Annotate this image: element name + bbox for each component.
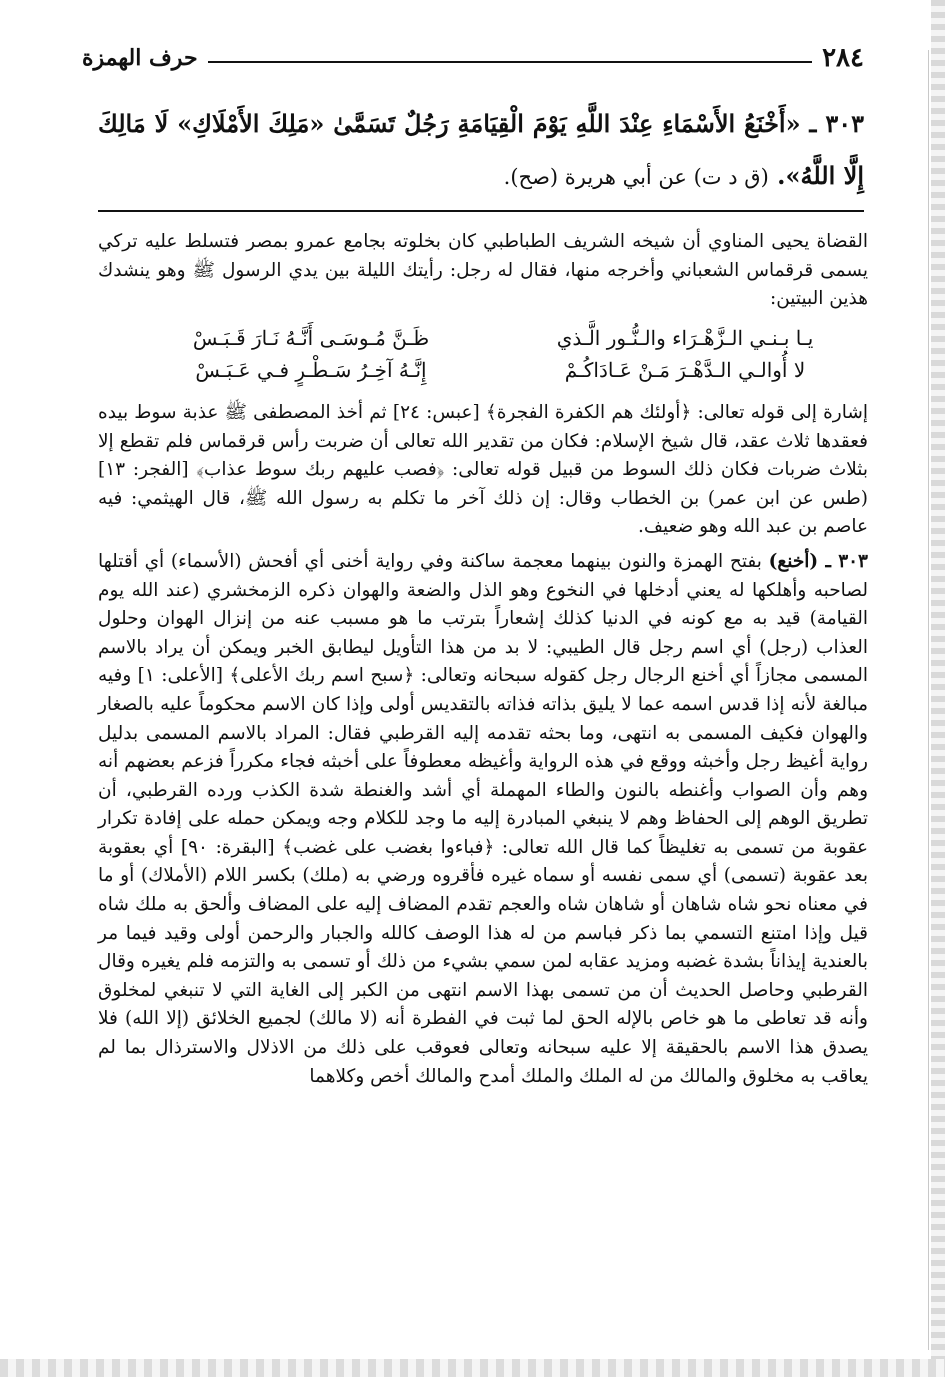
verse-2 bbox=[98, 356, 868, 385]
commentary bbox=[98, 228, 868, 1097]
page-header bbox=[82, 38, 864, 78]
scan-bottom-edge bbox=[0, 1359, 945, 1377]
commentary-paragraph-2: إشارة إلى قوله تعالى: ﴿أولئك هم الكفرة الفجرة﴾ [عبس: ٢٤] ثم أخذ المصطفى ﷺ عذبة سوط بيده فعقدها ثلاث عقد، قال شيخ الإسلام: فكان من تقدير الله تعالى أن ضربت رأس قرقماس فلم تقطع إلا بثلاث ضربات فكان ذلك السوط من قبيل قوله تعالى: ﴿فصب عليهم ربك سوط عذاب﴾ [الفجر: ١٣] (طس عن ابن عمر) بن الخطاب وقال: إن ذلك آخر ما تكلم به رسول الله ﷺ، قال الهيثمي: فيه عاصم بن عبد الله وهو ضعيف. bbox=[98, 401, 868, 538]
commentary-3-lead: ٣٠٣ ـ (أخنع) bbox=[768, 550, 868, 572]
verse-1-hemistich-a: يـا بـنـي الـزَّهْـرَاء والـنُّـور الَّـذي bbox=[556, 325, 814, 350]
scan-edge-line bbox=[928, 50, 929, 1350]
verse-1-hemistich-b: ظَـنَّ مُـوسَـى أَنَّـهُ نَـارَ قَـبَـسْ bbox=[192, 325, 430, 350]
page-number: ٢٨٤ bbox=[822, 43, 864, 73]
poem bbox=[98, 324, 868, 385]
section-title: حرف الهمزة bbox=[82, 45, 198, 71]
header-rule bbox=[208, 61, 813, 63]
verse-1 bbox=[98, 324, 868, 353]
commentary-paragraph-3 bbox=[98, 548, 868, 1091]
commentary-3-body: بفتح الهمزة والنون بينهما معجمة ساكنة وفي رواية أخنى أي أفحش (الأسماء) أي أقتلها لصاحبه وأهلكها له يعني أدخلها في النخوع وهو الذل والضعة والهوان ذكره الزمخشري (عند الله يوم القيامة) قيد به مع كونه في الدنيا كذلك إشعاراً بترتب ما هو مسبب عنه من إنزال الهوان وحلول العذاب (رجل) أي اسم رجل قال الطيبي: لا بد من هذا التأويل ليطابق الخبر ويمكن أن يراد بالاسم المسمى مجازاً أي أخنع الرجال رجل كقوله سبحانه وتعالى: ﴿سبح اسم ربك الأعلى﴾ [الأعلى: ١] وفيه مبالغة لأنه إذا قدس اسمه عما لا يليق بذاته فذاته بالتقديس أولى وإذا كان الاسم محكوماً عليه بالصغار والهوان فكيف المسمى به انتهى، وما بحثه تقدمه إليه القرطبي فقال: المراد بالاسم المسمى بدليل رواية أغيظ رجل وأخبثه ووقع في هذه الرواية وأغيظه معطوفاً على أخبثه فجاء مكرراً فزعم بعضهم أنه وهم وأن الصواب وأغنطه بالنون والطاء المهملة أي أشد والغنطة شدة الكذب ورده القرطبي، أن تطريق الوهم إلى الحفاظ وهم لا ينبغي المبادرة إليه ما وجد للكلام وجه ويمكن حمله على إفادة تكرار عقوبة من تسمى به تغليظاً كما قال الله تعالى: ﴿فباءوا بغضب على غضب﴾ [البقرة: ٩٠] أي بعقوبة بعد عقوبة (تسمى) أي سمى نفسه أو سماه غيره فأقروه ورضي به (ملك) بكسر اللام (الأملاك) أو ما في معناه نحو شاه شاهان أو شاهان شاه والعجم تقدم المضاف إليه على المضاف وألحق به ملك شاه قيل وإذا امتنع التسمي بما ذكر فباسم من له هذا الوصف كالله والجبار والرحمن أولى وقيد فيما مر بالعندية إيذاناً بشدة غضبه ومزيد عقابه لمن سمي بشيء من ذلك أو تسمى به والتزمه فلم يغيره وقال القرطبي وحاصل الحديث أن من تسمى بهذا الاسم انتهى من الكبر إلى الغاية التي لا تنبغي لمخلوق وأنه قد تعاطى ما هو خاص بالإله الحق لما ثبت في الفطرة أنه (لا مالك) لجميع الخلائق (إلا الله) فلا يصدق هذا الاسم بالحقيقة إلا عليه سبحانه وتعالى فعوقب على ذلك من الاذلال والاسترذال بما لم يعاقب به مخلوق والمالك من له الملك والملك أمدح والمالك أخص وكلاهما bbox=[98, 550, 869, 1087]
hadith-source: (ق د ت) عن أبي هريرة (صح). bbox=[503, 165, 769, 189]
verse-2-hemistich-b: إِنَّـهُ آخِـرُ سَـطْـرٍ فـي عَـبَـسْ bbox=[195, 358, 427, 383]
hadith-text bbox=[98, 98, 864, 203]
commentary-paragraph-1: القضاة يحيى المناوي أن شيخه الشريف الطباطبي كان بخلوته بجامع عمرو بمصر فتسلط عليه تركي يسمى قرقماس الشعباني وأخرجه منها، فقال له رجل: رأيتك الليلة بين يدي الرسول ﷺ وهو ينشدك هذين البيتين: bbox=[98, 231, 868, 310]
footnote-divider bbox=[98, 210, 864, 212]
scan-right-edge bbox=[931, 0, 945, 1377]
verse-2-hemistich-a: لا أُوالـي الـدَّهْـرَ مَـنْ عَـادَاكُـمْ bbox=[564, 358, 806, 383]
hadith-main: ٣٠٣ ـ «أَخْنَعُ الأَسْمَاءِ عِنْدَ اللَّهِ يَوْمَ الْقِيَامَةِ رَجُلٌ تَسَمَّىٰ «مَلِكَ الأَمْلَاكِ» لَا مَالِكَ إِلَّا اللَّهُ». bbox=[98, 109, 865, 190]
